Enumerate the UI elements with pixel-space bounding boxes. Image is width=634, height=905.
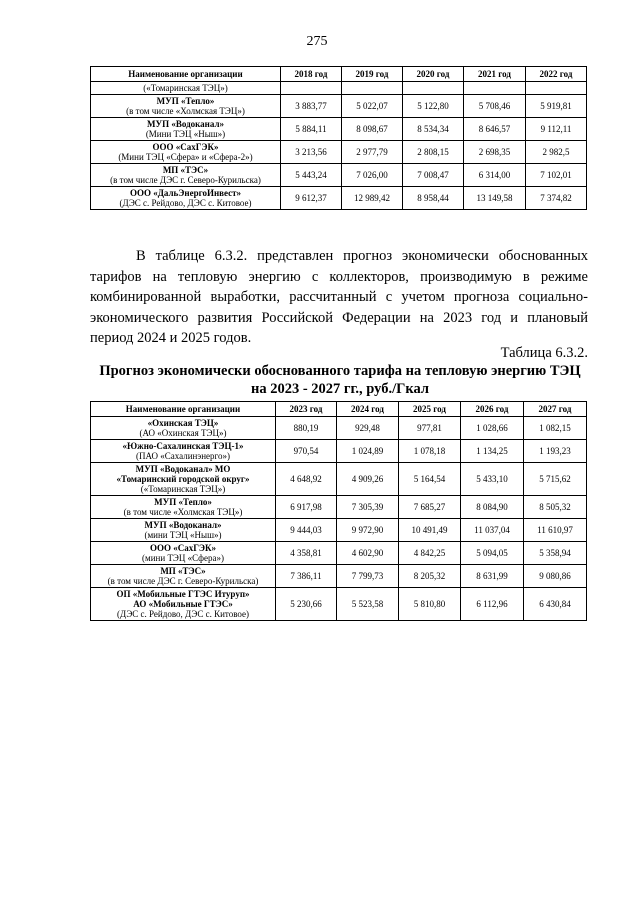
table-header-row	[91, 402, 587, 417]
table-row	[91, 565, 587, 588]
tariff-value-cell: 7 386,11	[276, 565, 337, 588]
table-title-line-1: Прогноз экономически обоснованного тарифа на тепловую энергию ТЭЦ	[99, 363, 581, 379]
organization-name-line: МУП «Тепло»	[156, 96, 215, 106]
table-row	[91, 164, 587, 187]
tariff-value-cell: 5 715,62	[524, 463, 587, 496]
tariff-value-cell: 5 884,11	[281, 118, 342, 141]
tariff-value-cell: 5 094,05	[461, 542, 524, 565]
tariff-value-cell: 5 164,54	[399, 463, 461, 496]
tariff-value-cell: 7 685,27	[399, 496, 461, 519]
organization-name-line: (в том числе «Холмская ТЭЦ»)	[126, 106, 245, 116]
organization-name-line: (мини ТЭЦ «Ныш»)	[144, 530, 222, 540]
page-number: 275	[306, 34, 328, 49]
tariff-value-cell: 880,19	[276, 417, 337, 440]
organization-cell	[91, 588, 276, 621]
organization-cell	[91, 417, 276, 440]
organization-name-line: АО «Мобильные ГТЭС»	[133, 599, 233, 609]
tariff-value-cell: 6 430,84	[524, 588, 587, 621]
tariff-value-cell: 5 022,07	[342, 95, 403, 118]
organization-name-line: («Томаринская ТЭЦ»)	[140, 484, 226, 494]
organization-name-line: (в том числе «Холмская ТЭЦ»)	[123, 507, 243, 517]
organization-name-line: (Мини ТЭЦ «Ныш»)	[145, 129, 226, 139]
table-caption: Таблица 6.3.2.	[500, 345, 588, 361]
tariff-value-cell: 2 977,79	[342, 141, 403, 164]
organization-name-line: МП «ТЭС»	[160, 566, 206, 576]
organization-cell	[91, 118, 281, 141]
tariff-value-cell: 6 112,96	[461, 588, 524, 621]
organization-name-line: МУП «Тепло»	[154, 497, 212, 507]
organization-cell	[91, 187, 281, 210]
tariff-value-cell	[464, 82, 526, 95]
tariff-value-cell: 6 314,00	[464, 164, 526, 187]
organization-cell	[91, 542, 276, 565]
tariff-value-cell: 977,81	[399, 417, 461, 440]
organization-name-line: ООО «ДальЭнергоИнвест»	[129, 188, 242, 198]
table-title-line-2: на 2023 - 2027 гг., руб./Гкал	[250, 381, 430, 397]
tariff-value-cell: 5 919,81	[526, 95, 587, 118]
tariff-value-cell: 1 193,23	[524, 440, 587, 463]
tariff-value-cell: 1 078,18	[399, 440, 461, 463]
tariff-value-cell: 9 080,86	[524, 565, 587, 588]
tariff-value-cell: 5 122,80	[403, 95, 464, 118]
tariff-value-cell: 2 698,35	[464, 141, 526, 164]
table-row	[91, 542, 587, 565]
tariff-value-cell: 9 112,11	[526, 118, 587, 141]
column-header-year: 2026 год	[461, 402, 524, 417]
table-row	[91, 519, 587, 542]
tariff-value-cell: 8 646,57	[464, 118, 526, 141]
tariff-value-cell	[342, 82, 403, 95]
tariff-value-cell: 8 084,90	[461, 496, 524, 519]
tariff-value-cell: 5 810,80	[399, 588, 461, 621]
table-row	[91, 187, 587, 210]
tariff-value-cell: 8 505,32	[524, 496, 587, 519]
tariff-value-cell: 11 037,04	[461, 519, 524, 542]
organization-name-line: (АО «Охинская ТЭЦ»)	[139, 428, 227, 438]
column-header-year: 2027 год	[524, 402, 587, 417]
organization-name-line: МУП «Водоканал» МО	[135, 464, 231, 474]
tariff-value-cell: 3 883,77	[281, 95, 342, 118]
organization-name-line: ООО «СахГЭК»	[149, 543, 217, 553]
tariff-value-cell: 4 909,26	[337, 463, 399, 496]
organization-name-line: (ДЭС с. Рейдово, ДЭС с. Китовое)	[117, 609, 249, 619]
organization-name-line: «Охинская ТЭЦ»	[147, 418, 219, 428]
organization-cell	[91, 95, 281, 118]
tariff-value-cell: 9 612,37	[281, 187, 342, 210]
organization-cell	[91, 463, 276, 496]
organization-name-line: (в том числе ДЭС г. Северо-Курильска)	[107, 576, 259, 586]
tariff-value-cell: 5 358,94	[524, 542, 587, 565]
column-header-year: 2024 год	[337, 402, 399, 417]
organization-name-line: (Мини ТЭЦ «Сфера» и «Сфера-2»)	[118, 152, 253, 162]
organization-name-line: (мини ТЭЦ «Сфера»)	[142, 553, 224, 563]
organization-cell	[91, 141, 281, 164]
organization-cell	[91, 496, 276, 519]
column-header-year: 2021 год	[464, 67, 526, 82]
table-row	[91, 417, 587, 440]
organization-cell	[91, 164, 281, 187]
organization-name-line: (в том числе ДЭС г. Северо-Курильска)	[110, 175, 261, 185]
organization-name-line: «Южно-Сахалинская ТЭЦ-1»	[122, 441, 244, 451]
tariff-value-cell: 4 602,90	[337, 542, 399, 565]
organization-cell	[91, 82, 281, 95]
tariff-value-cell: 4 648,92	[276, 463, 337, 496]
tariff-value-cell: 1 028,66	[461, 417, 524, 440]
organization-name-line: МУП «Водоканал»	[146, 119, 224, 129]
tariff-value-cell: 5 708,46	[464, 95, 526, 118]
column-header-year: 2023 год	[276, 402, 337, 417]
tariff-value-cell	[403, 82, 464, 95]
tariff-value-cell: 2 808,15	[403, 141, 464, 164]
column-header-year: 2019 год	[342, 67, 403, 82]
organization-name-line: ООО «СахГЭК»	[152, 142, 219, 152]
tariff-value-cell: 1 024,89	[337, 440, 399, 463]
tariff-value-cell: 8 534,34	[403, 118, 464, 141]
tariff-history-table	[90, 66, 587, 210]
body-paragraph: В таблице 6.3.2. представлен прогноз экономически обоснованных тарифов на тепловую энергию с коллекторов, производимую в режиме комбинированной выработки, рассчитанный с учетом прогноза социально-экономического развития Российской Федерации на 2023 год и плановый период 2024 и 2025 годов.	[90, 248, 588, 346]
tariff-value-cell: 7 374,82	[526, 187, 587, 210]
organization-name-line: МУП «Водоканал»	[144, 520, 222, 530]
tariff-value-cell: 970,54	[276, 440, 337, 463]
tariff-value-cell: 929,48	[337, 417, 399, 440]
organization-name-line: (ПАО «Сахалинэнерго»)	[135, 451, 230, 461]
tariff-value-cell: 7 102,01	[526, 164, 587, 187]
organization-cell	[91, 440, 276, 463]
table-header-row	[91, 67, 587, 82]
tariff-value-cell: 5 230,66	[276, 588, 337, 621]
column-header-year: 2022 год	[526, 67, 587, 82]
organization-name-line: («Томаринская ТЭЦ»)	[143, 83, 228, 93]
tariff-value-cell: 7 008,47	[403, 164, 464, 187]
table-row	[91, 82, 587, 95]
tariff-value-cell: 5 433,10	[461, 463, 524, 496]
tariff-value-cell: 2 982,5	[526, 141, 587, 164]
tariff-value-cell: 7 026,00	[342, 164, 403, 187]
tariff-value-cell: 13 149,58	[464, 187, 526, 210]
table-row	[91, 95, 587, 118]
table-row	[91, 118, 587, 141]
tariff-value-cell: 4 842,25	[399, 542, 461, 565]
tariff-value-cell: 10 491,49	[399, 519, 461, 542]
tariff-value-cell	[526, 82, 587, 95]
tariff-value-cell: 8 098,67	[342, 118, 403, 141]
tariff-value-cell: 7 799,73	[337, 565, 399, 588]
organization-cell	[91, 519, 276, 542]
tariff-value-cell: 12 989,42	[342, 187, 403, 210]
tariff-value-cell: 9 444,03	[276, 519, 337, 542]
tariff-value-cell: 1 134,25	[461, 440, 524, 463]
tariff-value-cell	[281, 82, 342, 95]
table-row	[91, 496, 587, 519]
column-header-organization: Наименование организации	[91, 67, 281, 82]
tariff-value-cell: 4 358,81	[276, 542, 337, 565]
column-header-year: 2020 год	[403, 67, 464, 82]
column-header-organization: Наименование организации	[91, 402, 276, 417]
table-row	[91, 463, 587, 496]
organization-name-line: (ДЭС с. Рейдово, ДЭС с. Китовое)	[119, 198, 252, 208]
tariff-value-cell: 5 523,58	[337, 588, 399, 621]
organization-name-line: МП «ТЭС»	[162, 165, 209, 175]
tariff-value-cell: 8 205,32	[399, 565, 461, 588]
tariff-value-cell: 3 213,56	[281, 141, 342, 164]
tariff-value-cell: 11 610,97	[524, 519, 587, 542]
table-row	[91, 588, 587, 621]
tariff-forecast-table	[90, 401, 587, 621]
tariff-value-cell: 8 958,44	[403, 187, 464, 210]
column-header-year: 2025 год	[399, 402, 461, 417]
table-row	[91, 440, 587, 463]
table-row	[91, 141, 587, 164]
organization-name-line: ОП «Мобильные ГТЭС Итуруп»	[116, 589, 250, 599]
tariff-value-cell: 1 082,15	[524, 417, 587, 440]
tariff-value-cell: 5 443,24	[281, 164, 342, 187]
tariff-value-cell: 9 972,90	[337, 519, 399, 542]
table-title	[80, 362, 600, 398]
organization-cell	[91, 565, 276, 588]
column-header-year: 2018 год	[281, 67, 342, 82]
tariff-value-cell: 7 305,39	[337, 496, 399, 519]
tariff-value-cell: 8 631,99	[461, 565, 524, 588]
tariff-value-cell: 6 917,98	[276, 496, 337, 519]
organization-name-line: «Томаринский городской округ»	[116, 474, 250, 484]
